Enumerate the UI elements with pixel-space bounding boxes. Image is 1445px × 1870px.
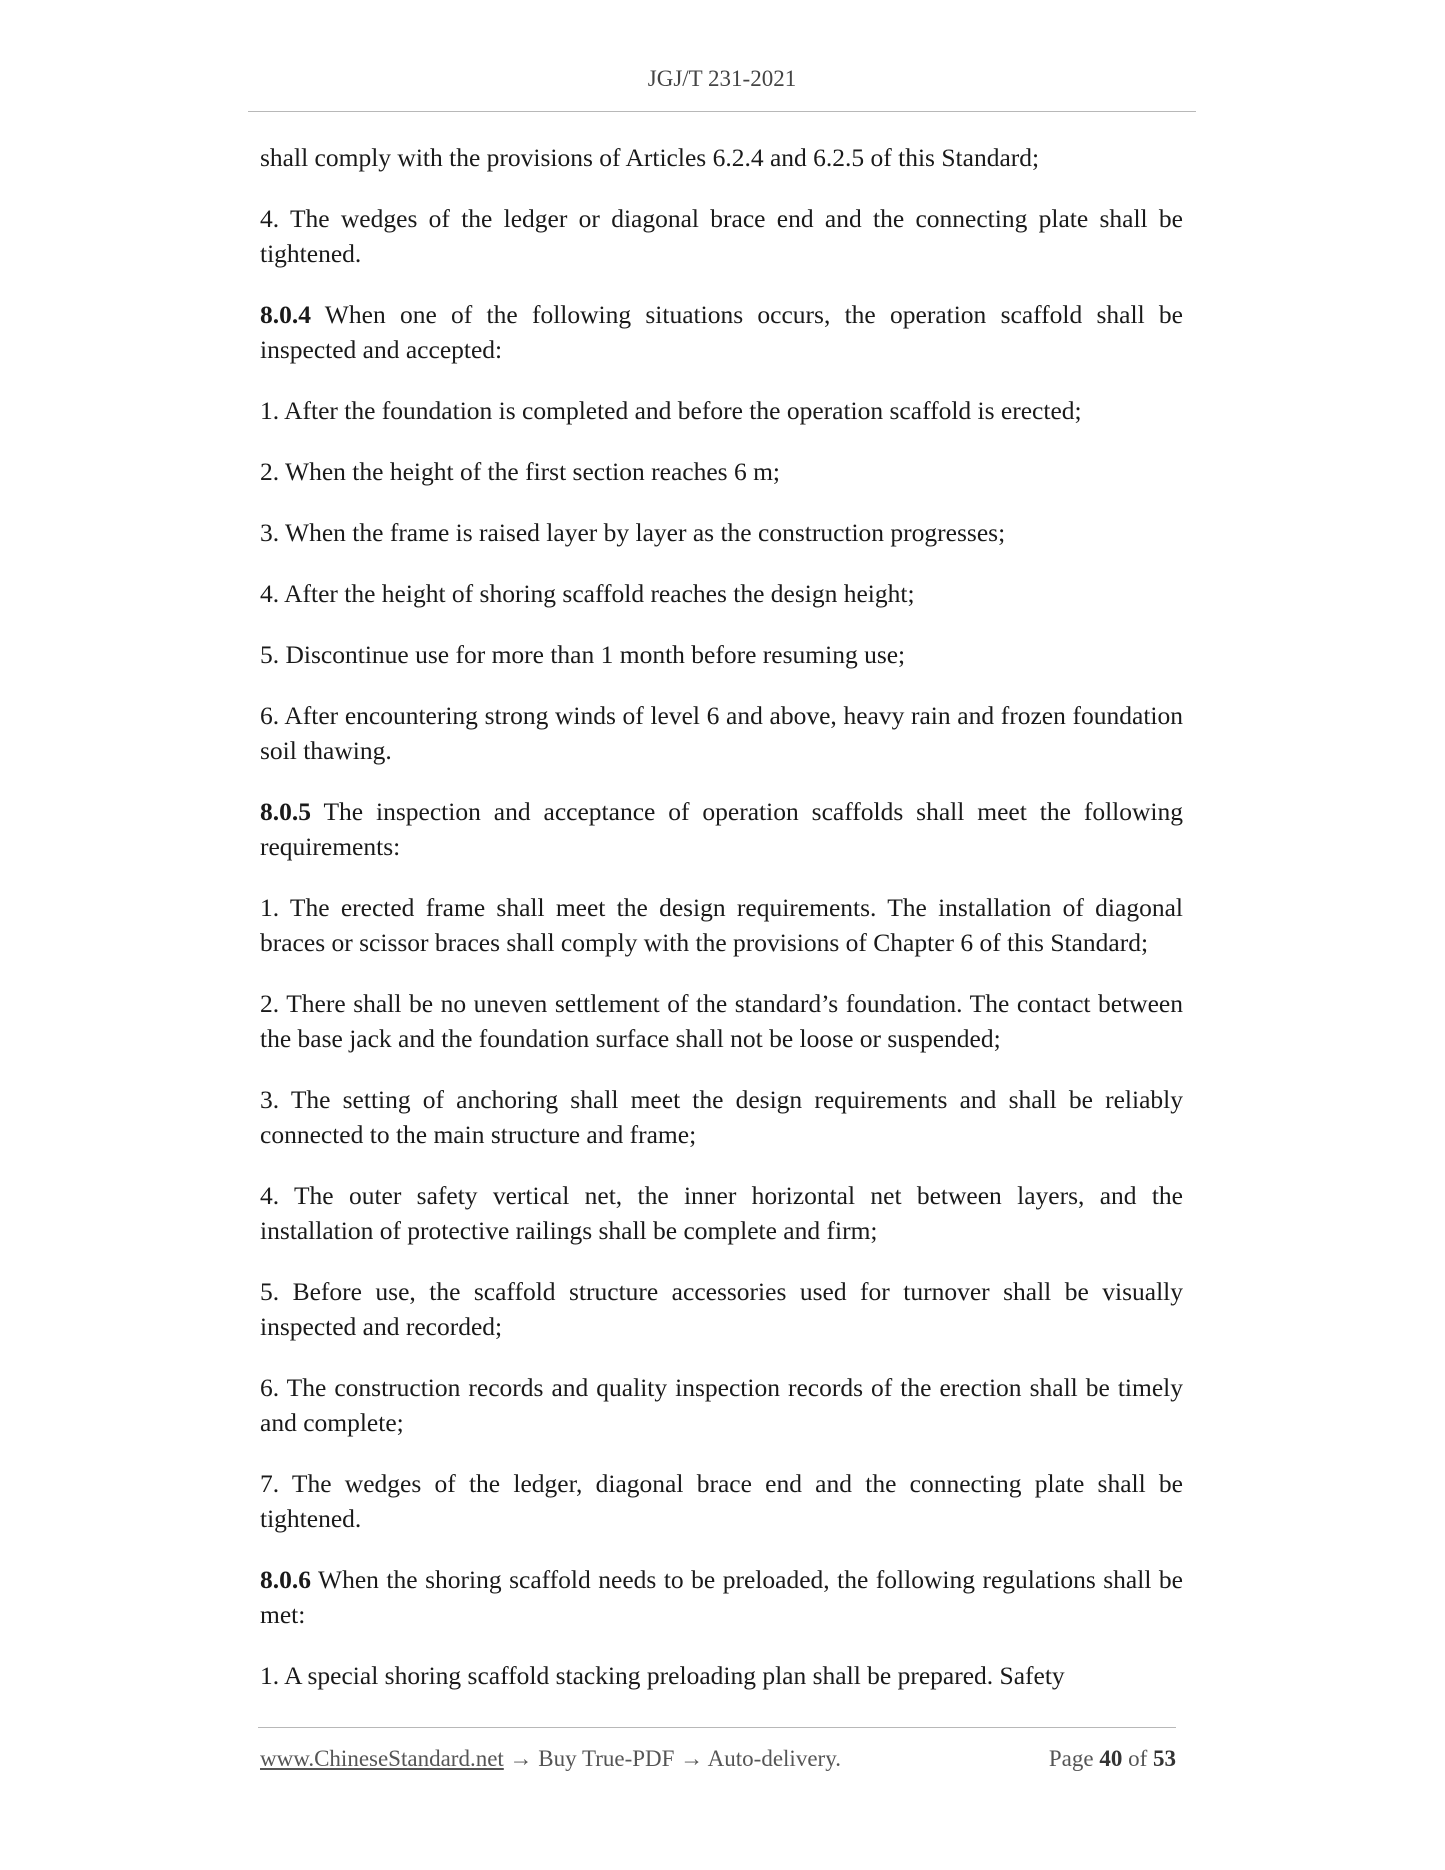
paragraph-text: 2. When the height of the first section reaches 6 m; [260,457,780,486]
current-page: 40 [1099,1746,1123,1771]
clause-number: 8.0.6 [260,1565,311,1594]
paragraph [260,986,1183,1056]
arrow-icon: → [674,1746,708,1771]
document-body [260,140,1183,1719]
paragraph-text: 5. Discontinue use for more than 1 month before resuming use; [260,640,906,669]
header-divider [248,111,1196,112]
paragraph [260,515,1183,550]
paragraph-text: shall comply with the provisions of Articles 6.2.4 and 6.2.5 of this Standard; [260,143,1040,172]
auto-delivery-text: Auto-delivery. [707,1746,841,1771]
paragraph [260,637,1183,672]
paragraph [260,201,1183,271]
paragraph-text: 1. The erected frame shall meet the design requirements. The installation of diagonal braces or scissor braces shall comply with the provisions of Chapter 6 of this Standard; [260,893,1183,957]
paragraph [260,1370,1183,1440]
page-label: Page [1048,1746,1094,1771]
paragraph-text: 4. The outer safety vertical net, the inner horizontal net between layers, and the installation of protective railings shall be complete and firm; [260,1181,1183,1245]
paragraph-text: 5. Before use, the scaffold structure accessories used for turnover shall be visually inspected and recorded; [260,1277,1183,1341]
paragraph-text: 7. The wedges of the ledger, diagonal brace end and the connecting plate shall be tightened. [260,1469,1183,1533]
paragraph [260,1658,1183,1693]
paragraph-text: 1. After the foundation is completed and before the operation scaffold is erected; [260,396,1082,425]
paragraph [260,794,1183,864]
clause-number: 8.0.4 [260,300,311,329]
paragraph-text: 2. There shall be no uneven settlement of the standard’s foundation. The contact between the base jack and the foundation surface shall not be loose or suspended; [260,989,1183,1053]
paragraph [260,140,1183,175]
clause-number: 8.0.5 [260,797,311,826]
paragraph-text: 4. After the height of shoring scaffold reaches the design height; [260,579,915,608]
paragraph-text: 3. When the frame is raised layer by layer as the construction progresses; [260,518,1006,547]
paragraph [260,698,1183,768]
paragraph-text: 3. The setting of anchoring shall meet the design requirements and shall be reliably connected to the main structure and frame; [260,1085,1183,1149]
paragraph [260,297,1183,367]
paragraph [260,1082,1183,1152]
paragraph-text: When one of the following situations occurs, the operation scaffold shall be inspected and accepted: [260,300,1183,364]
paragraph-text: 6. After encountering strong winds of level 6 and above, heavy rain and frozen foundation soil thawing. [260,701,1183,765]
arrow-icon: → [503,1746,539,1771]
paragraph [260,890,1183,960]
paragraph [260,1178,1183,1248]
footer-divider [258,1727,1176,1728]
page-number [1049,1746,1176,1772]
paragraph [260,1466,1183,1536]
paragraph-text: The inspection and acceptance of operation scaffolds shall meet the following requirements: [260,797,1183,861]
running-header: JGJ/T 231-2021 [647,66,797,91]
paragraph [260,393,1183,428]
paragraph [260,1274,1183,1344]
paragraph-text: 6. The construction records and quality inspection records of the erection shall be timely and complete; [260,1373,1183,1437]
paragraph-text: 1. A special shoring scaffold stacking preloading plan shall be prepared. Safety [260,1661,1065,1690]
paragraph [260,1562,1183,1632]
buy-pdf-text: Buy True-PDF [538,1746,675,1771]
site-link[interactable]: www.ChineseStandard.net [260,1746,504,1771]
paragraph-text: 4. The wedges of the ledger or diagonal brace end and the connecting plate shall be tightened. [260,204,1183,268]
of-label: of [1128,1746,1148,1771]
total-pages: 53 [1153,1746,1176,1771]
paragraph [260,576,1183,611]
paragraph [260,454,1183,489]
paragraph-text: When the shoring scaffold needs to be preloaded, the following regulations shall be met: [260,1565,1183,1629]
footer-promo [260,1746,841,1772]
